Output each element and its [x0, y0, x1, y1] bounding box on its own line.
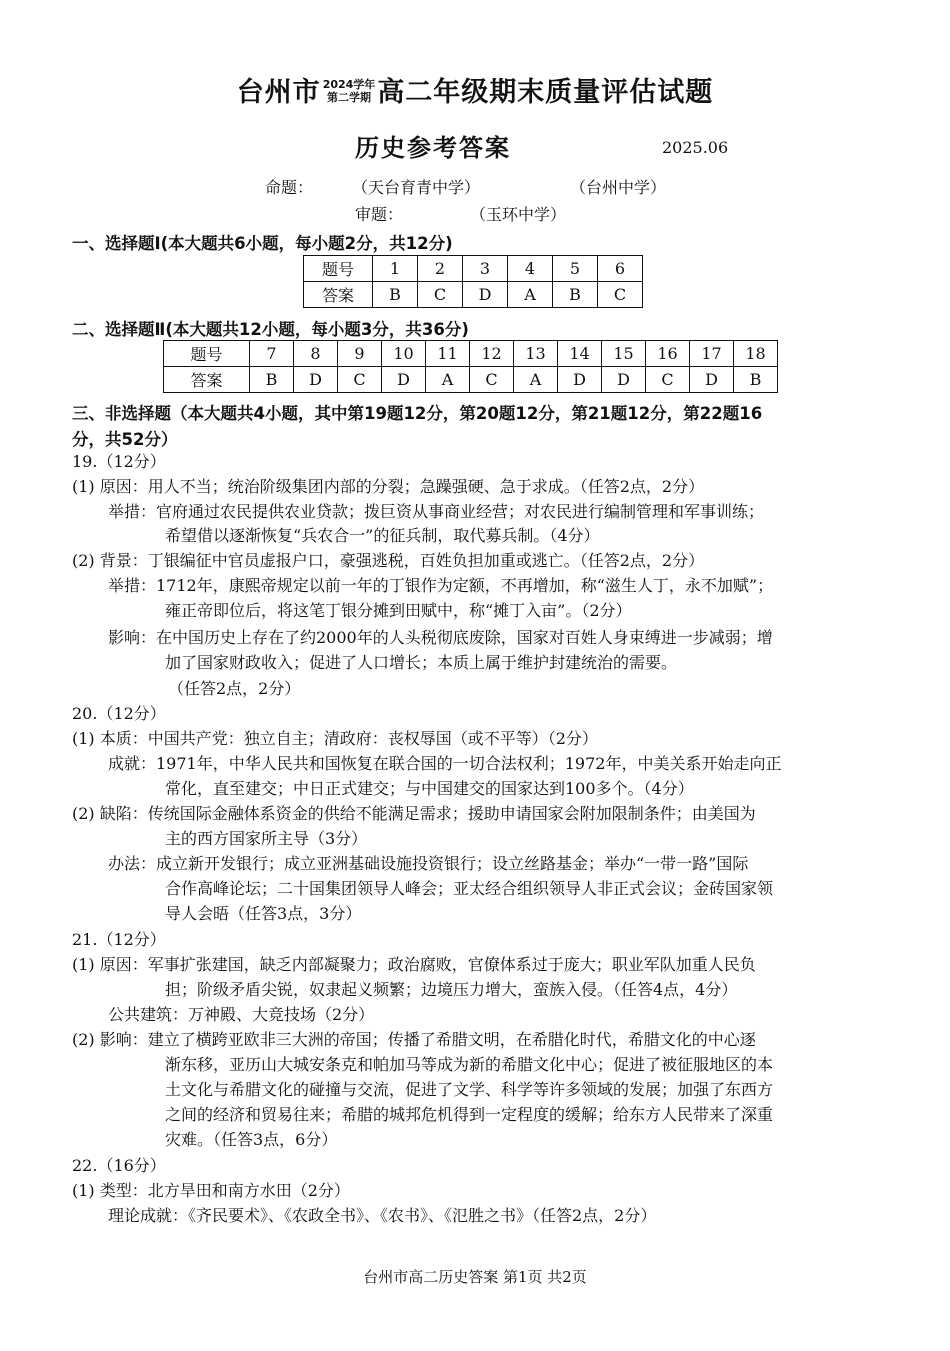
- answer-line: 常化，直至建交；中日正式建交；与中国建交的国家达到100多个。（4分）: [165, 779, 694, 798]
- reviewer-label: 审题：: [355, 205, 404, 224]
- answer-line: 成就：1971年，中华人民共和国恢复在联合国的一切合法权利；1972年，中美关系开始走向正: [108, 754, 782, 773]
- answer-line: (2) 缺陷：传统国际金融体系资金的供给不能满足需求；援助申请国家会附加限制条件；由美国为: [72, 804, 756, 823]
- table-cell: 3: [463, 256, 508, 282]
- question-number: 21.（12分）: [72, 930, 166, 949]
- table-label-cell: 答案: [304, 282, 373, 308]
- answer-line: 举措：1712年，康熙帝规定以前一年的丁银作为定额，不再增加，称“滋生人丁，永不加赋”；: [108, 576, 774, 595]
- table-cell: 1: [373, 256, 418, 282]
- table-cell: 13: [514, 341, 558, 367]
- answer-line: 雍正帝即位后，将这笔丁银分摊到田赋中，称“摊丁入亩”。（2分）: [165, 601, 632, 620]
- answer-line: 理论成就：《齐民要术》、《农政全书》、《农书》、《氾胜之书》（任答2点，2分）: [108, 1206, 657, 1225]
- table-cell: C: [598, 282, 643, 308]
- answer-line: 主的西方国家所主导（3分）: [165, 829, 368, 848]
- title-exam-name: 高二年级期末质量评估试题: [377, 77, 714, 108]
- answer-line: （任答2点，2分）: [168, 679, 301, 698]
- table-cell: B: [553, 282, 598, 308]
- title-city: 台州市: [236, 77, 321, 108]
- table-cell: D: [382, 367, 426, 393]
- answer-line: 土文化与希腊文化的碰撞与交流，促进了文学、科学等许多领域的发展；加强了东西方: [165, 1080, 774, 1099]
- table-cell: D: [602, 367, 646, 393]
- answer-line: 之间的经济和贸易往来；希腊的城邦危机得到一定程度的缓解；给东方人民带来了深重: [165, 1105, 774, 1124]
- answer-line: (1) 原因：用人不当；统治阶级集团内部的分裂；急躁强硬、急于求成。（任答2点，2分）: [72, 477, 705, 496]
- table-cell: 2: [418, 256, 463, 282]
- table-cell: B: [734, 367, 778, 393]
- table-cell: D: [463, 282, 508, 308]
- answer-line: 渐东移，亚历山大城安条克和帕加马等成为新的希腊文化中心；促进了被征服地区的本: [165, 1055, 774, 1074]
- answer-line: 办法：成立新开发银行；成立亚洲基础设施投资银行；设立丝路基金；举办“一带一路”国际: [108, 854, 749, 873]
- table-row-numbers: [304, 256, 643, 282]
- table-cell: D: [294, 367, 338, 393]
- setter-label: 命题：: [265, 178, 314, 197]
- section3-heading-line2: 分，共52分）: [72, 430, 178, 449]
- table-row-answers: [304, 282, 643, 308]
- answer-line: (1) 原因：军事扩张建国，缺乏内部凝聚力；政治腐败，官僚体系过于庞大；职业军队加重人民负: [72, 955, 756, 974]
- answer-line: 合作高峰论坛；二十国集团领导人峰会；亚太经合组织领导人非正式会议；金砖国家领: [165, 879, 774, 898]
- table-cell: 8: [294, 341, 338, 367]
- question-number: 19.（12分）: [72, 452, 166, 471]
- section2-heading: 二、选择题Ⅱ(本大题共12小题，每小题3分，共36分): [72, 320, 469, 339]
- table-cell: B: [250, 367, 294, 393]
- term-semester: 第二学期: [327, 90, 371, 104]
- section1-answer-table: [303, 255, 643, 308]
- table-label-cell: 题号: [164, 341, 250, 367]
- table-cell: 4: [508, 256, 553, 282]
- table-cell: 15: [602, 341, 646, 367]
- page-footer: 台州市高二历史答案 第1页 共2页: [363, 1268, 587, 1286]
- table-cell: C: [470, 367, 514, 393]
- table-cell: 9: [338, 341, 382, 367]
- table-cell: 6: [598, 256, 643, 282]
- term-year: 2024学年: [322, 77, 376, 91]
- document-subtitle: 历史参考答案: [355, 134, 511, 162]
- answer-line: 担；阶级矛盾尖锐，奴隶起义频繁；边境压力增大，蛮族入侵。（任答4点，4分）: [165, 980, 738, 999]
- answer-line: (1) 本质：中国共产党：独立自主；清政府：丧权辱国（或不平等）（2分）: [72, 729, 598, 748]
- section3-heading-line1: 三、非选择题（本大题共4小题，其中第19题12分，第20题12分，第21题12分，第22题16: [72, 404, 763, 423]
- table-cell: D: [558, 367, 602, 393]
- table-cell: A: [426, 367, 470, 393]
- table-cell: C: [418, 282, 463, 308]
- table-cell: 18: [734, 341, 778, 367]
- table-cell: 7: [250, 341, 294, 367]
- table-cell: 14: [558, 341, 602, 367]
- answer-line: (1) 类型：北方旱田和南方水田（2分）: [72, 1181, 350, 1200]
- section1-heading: 一、选择题Ⅰ(本大题共6小题，每小题2分，共12分): [72, 234, 453, 253]
- table-label-cell: 题号: [304, 256, 373, 282]
- document-title: [0, 70, 950, 109]
- document-date: 2025.06: [662, 138, 729, 157]
- table-cell: C: [338, 367, 382, 393]
- answer-line: 导人会晤（任答3点，3分）: [165, 904, 362, 923]
- table-cell: A: [508, 282, 553, 308]
- reviewer-school: （玉环中学）: [470, 205, 567, 224]
- table-cell: 10: [382, 341, 426, 367]
- answer-line: 希望借以逐渐恢复“兵农合一”的征兵制，取代募兵制。（4分）: [165, 526, 600, 545]
- table-cell: 5: [553, 256, 598, 282]
- answer-line: 公共建筑：万神殿、大竞技场（2分）: [108, 1005, 375, 1024]
- answer-line: 影响：在中国历史上存在了约2000年的人头税彻底废除，国家对百姓人身束缚进一步减弱；增: [108, 628, 773, 647]
- answer-line: (2) 背景：丁银编征中官员虚报户口，豪强逃税，百姓负担加重或逃亡。（任答2点，2分）: [72, 551, 705, 570]
- answer-line: 灾难。（任答3点，6分）: [165, 1130, 338, 1149]
- answer-line: (2) 影响：建立了横跨亚欧非三大洲的帝国；传播了希腊文明，在希腊化时代，希腊文化的中心逐: [72, 1030, 756, 1049]
- table-cell: 11: [426, 341, 470, 367]
- question-number: 22.（16分）: [72, 1156, 166, 1175]
- table-cell: 17: [690, 341, 734, 367]
- table-cell: 16: [646, 341, 690, 367]
- question-number: 20.（12分）: [72, 704, 166, 723]
- answer-line: 加了国家财政收入；促进了人口增长；本质上属于维护封建统治的需要。: [165, 653, 678, 672]
- table-row-answers: [164, 367, 778, 393]
- table-label-cell: 答案: [164, 367, 250, 393]
- setter-school-2: （台州中学）: [570, 178, 667, 197]
- setter-school-1: （天台育青中学）: [352, 178, 481, 197]
- term-label: [323, 78, 376, 104]
- table-row-numbers: [164, 341, 778, 367]
- table-cell: 12: [470, 341, 514, 367]
- answer-line: 举措：官府通过农民提供农业贷款；拨巨资从事商业经营；对农民进行编制管理和军事训练；: [108, 502, 765, 521]
- section2-answer-table: [163, 340, 778, 393]
- table-cell: D: [690, 367, 734, 393]
- table-cell: B: [373, 282, 418, 308]
- table-cell: A: [514, 367, 558, 393]
- table-cell: C: [646, 367, 690, 393]
